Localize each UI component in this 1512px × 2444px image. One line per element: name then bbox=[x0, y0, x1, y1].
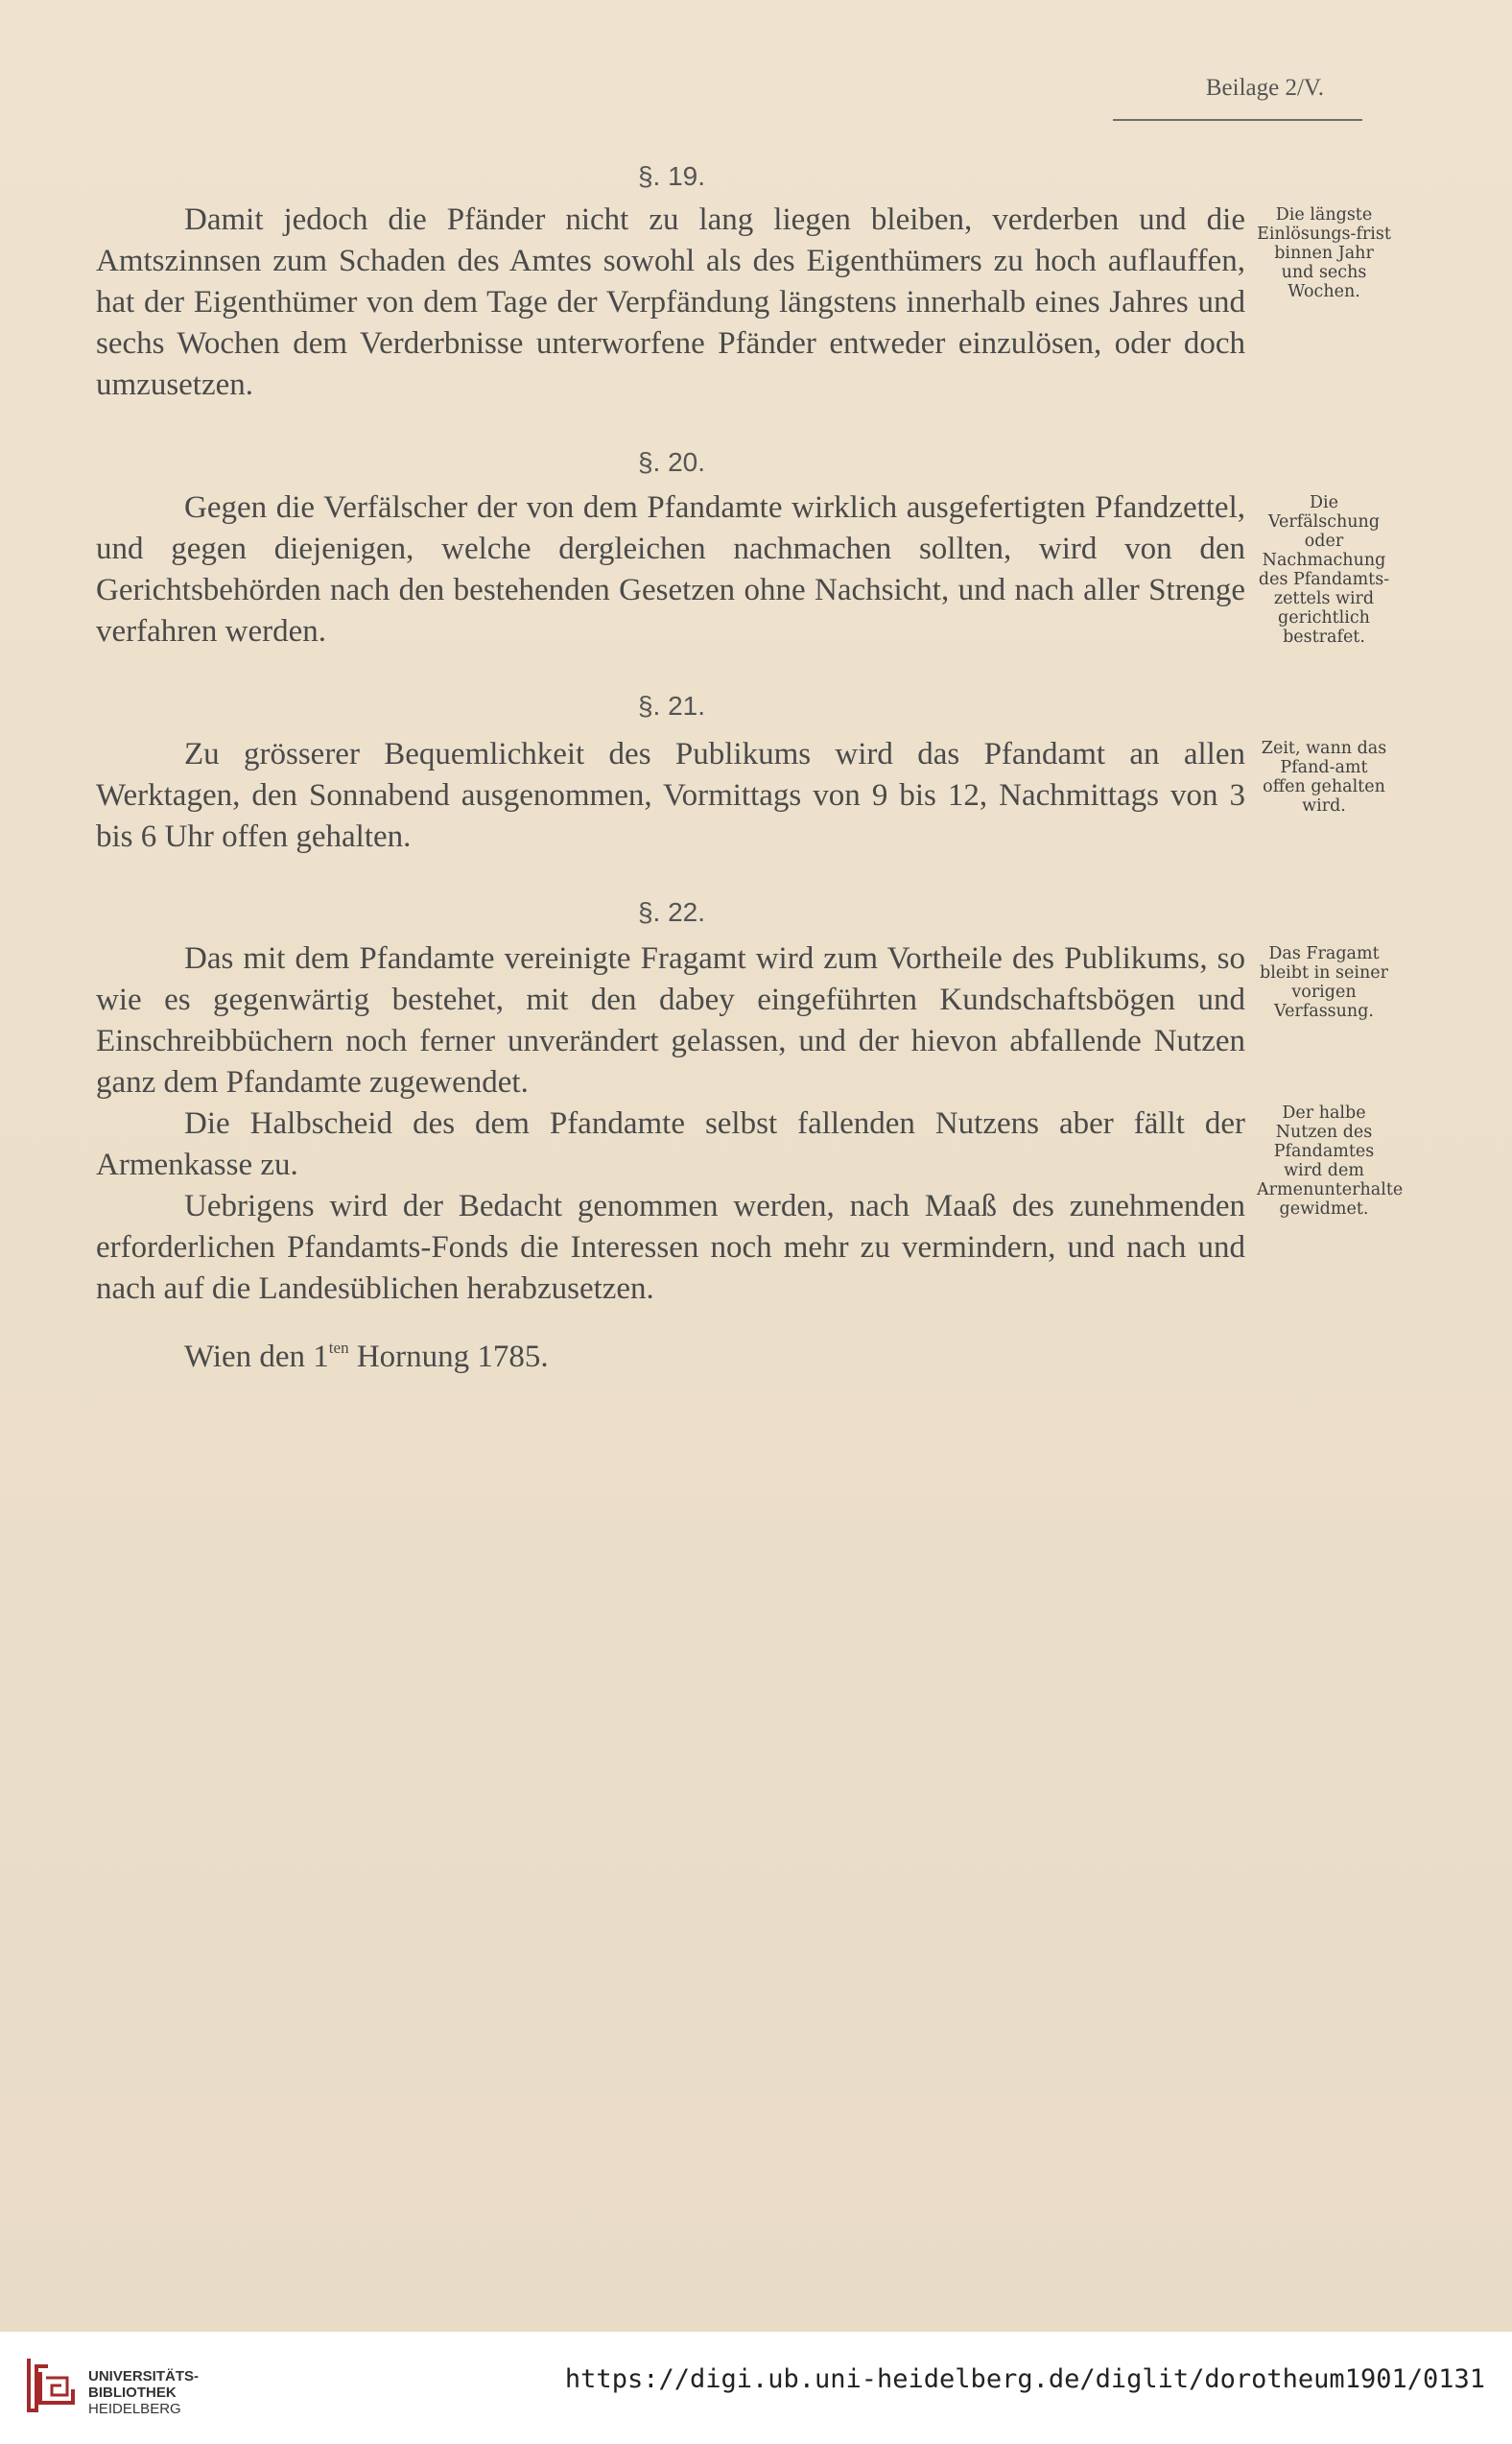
section-21-paragraph: Zu grösserer Bequemlichkeit des Publikums wird das Pfandamt an allen Werktagen, den Sonnabend ausgenommen, Vormittags von 9 bis 12, Nachmittags von 3 bis 6 Uhr offen gehalten. bbox=[96, 737, 1245, 854]
margin-note-21: Zeit, wann das Pfand-amt offen gehalten wird. bbox=[1261, 739, 1387, 816]
section-20-paragraph: Gegen die Verfälscher der von dem Pfandamte wirklich ausgefertigten Pfandzettel, und gegen diejenigen, welche dergleichen nachmachen sollten, wird von den Gerichtsbehörden nach den bestehenden Gesetzen ohne Nachsicht, und nach aller Strenge verfahren werden. bbox=[96, 490, 1245, 649]
library-name bbox=[88, 2368, 199, 2417]
library-name-line2: BIBLIOTHEK bbox=[88, 2385, 177, 2401]
university-library-logo-icon bbox=[19, 2351, 86, 2418]
margin-note-22a: Das Fragamt bleibt in seiner vorigen Verfassung. bbox=[1260, 944, 1388, 1021]
section-22-paragraph-1: Das mit dem Pfandamte vereinigte Fragamt wird zum Vortheile des Publikums, so wie es gegenwärtig bestehet, mit den dabey eingeführten Kundschaftsbögen und Einschreibbüchern noch ferner unverändert gelassen, und der hievon abfallende Nutzen ganz dem Pfandamte zugewendet. bbox=[96, 941, 1245, 1100]
margin-note-19: Die längste Einlösungs-frist binnen Jahr und sechs Wochen. bbox=[1257, 205, 1391, 301]
margin-note-20: Die Verfälschung oder Nachmachung des Pfandamts-zettels wird gerichtlich bestrafet. bbox=[1258, 493, 1390, 647]
signature-prefix: Wien den 1 bbox=[184, 1340, 329, 1374]
date-signature bbox=[184, 1339, 549, 1375]
section-title-21: §. 21. bbox=[637, 691, 706, 721]
page-header bbox=[1113, 75, 1362, 121]
section-22-paragraph-2: Die Halbscheid des dem Pfandamte selbst fallenden Nutzens aber fällt der Armenkasse zu. bbox=[96, 1106, 1245, 1182]
section-19-paragraph: Damit jedoch die Pfänder nicht zu lang liegen bleiben, verderben und die Amtszinnsen zum Schaden des Amtes sowohl als des Eigenthümers zu hoch auflauffen, hat der Eigenthümer von dem Tage der Verpfändung längstens innerhalb eines Jahres und sechs Wochen dem Verderbnisse unterworfene Pfänder entweder einzulösen, oder doch umzusetzen. bbox=[96, 202, 1245, 402]
source-url-link[interactable]: https://digi.ub.uni-heidelberg.de/diglit/dorotheum1901/0131 bbox=[564, 2364, 1485, 2394]
signature-suffix: Hornung 1785. bbox=[348, 1340, 549, 1374]
signature-sup: ten bbox=[328, 1339, 349, 1357]
section-title-20: §. 20. bbox=[637, 447, 706, 477]
section-22-paragraph-3: Uebrigens wird der Bedacht genommen werden, nach Maaß des zunehmenden erforderlichen Pfandamts-Fonds die Interessen noch mehr zu vermindern, und nach und nach auf die Landesüblichen herabzusetzen. bbox=[96, 1189, 1245, 1306]
margin-note-22b: Der halbe Nutzen des Pfandamtes wird dem Armenunterhalte gewidmet. bbox=[1257, 1103, 1404, 1219]
footer-bar bbox=[0, 2332, 1512, 2444]
header-label: Beilage 2/V. bbox=[1205, 75, 1324, 101]
library-name-line1: UNIVERSITÄTS- bbox=[88, 2368, 200, 2385]
library-name-line3: HEIDELBERG bbox=[88, 2401, 181, 2417]
section-title-22: §. 22. bbox=[637, 897, 706, 927]
section-title-19: §. 19. bbox=[637, 161, 706, 191]
